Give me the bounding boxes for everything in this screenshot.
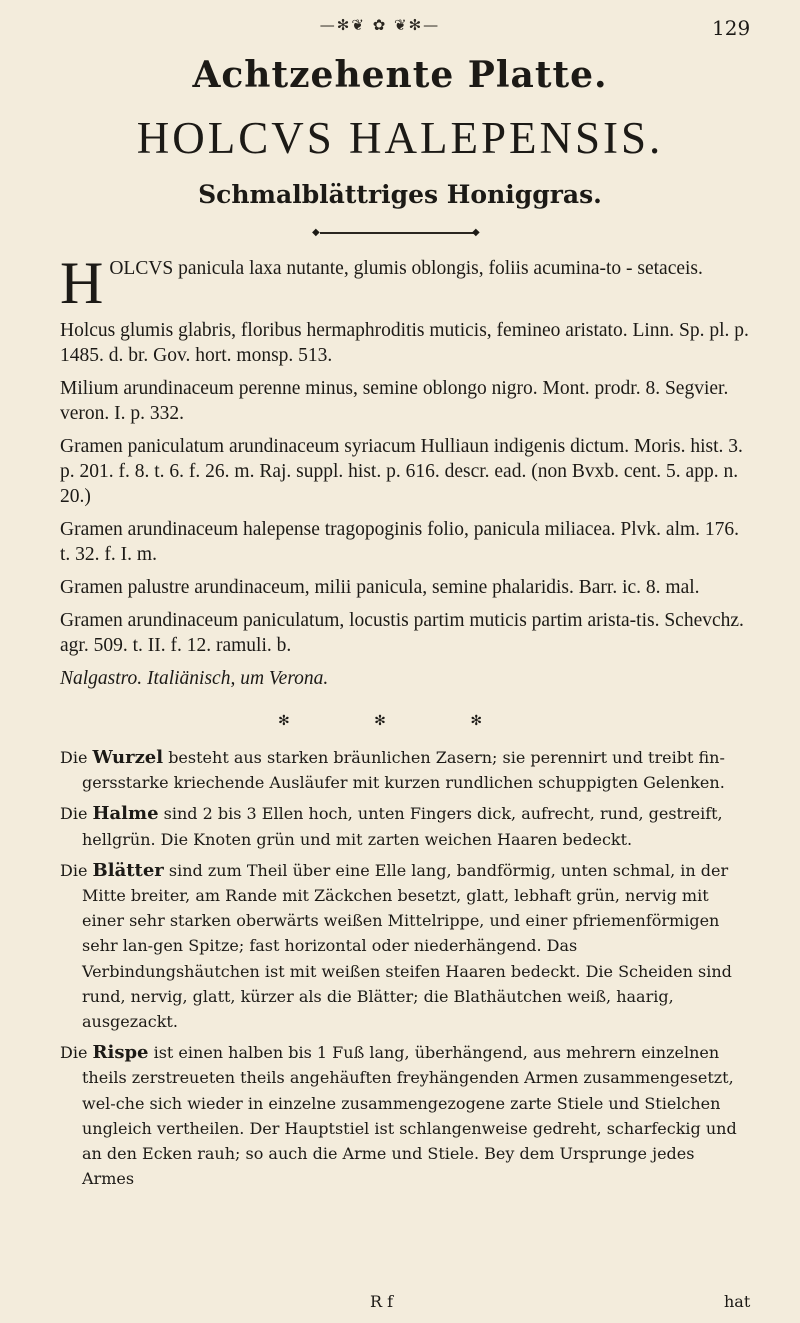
synonym-entry: Milium arundinaceum perenne minus, semine oblongo nigro. Mont. prodr. 8. Segvier. veron. I. p. 332. [60,378,729,424]
divider-right-arrow-icon: ◆ [472,227,480,238]
paragraph-text: sind 2 bis 3 Ellen hoch, unten Fingers dick, aufrecht, rund, gestreift, hellgrün. Die Knoten grün und mit zarten weichen Haaren bedeckt. [82,804,723,849]
paragraph-lead: Die [60,1043,88,1063]
paragraph-text: besteht aus starken bräunlichen Zasern; sie perennirt und treibt fin-gersstarke kriechende Ausläufer mit kurzen rundlichen schuppigten Gelenken. [82,748,725,793]
diagnosis [60,250,750,316]
page-number: 129 [712,16,751,40]
description-paragraph [60,801,750,851]
german-name: Schmalblättriges Honiggras. [198,180,602,209]
species-title: HOLCVS HALEPENSIS. [136,113,664,163]
section-separator: ✻ ✻ ✻ [277,713,523,729]
synonym-entry: Nalgastro. Italiänisch, um Verona. [60,668,329,689]
synonym-entry: Gramen arundinaceum paniculatum, locustis partim muticis partim arista-tis. Schevchz. agr. 509. t. II. f. 12. ramuli. b. [60,610,744,656]
description-paragraph [60,1040,750,1191]
description [60,745,750,1191]
page-footer [0,1292,800,1318]
plate-title: Achtzehente Platte. [192,54,608,96]
paragraph-text: sind zum Theil über eine Elle lang, bandförmig, unten schmal, in der Mitte breiter, am Rande mit Zäckchen besetzt, glatt, lebhaft grün, nervig mit einer sehr starken oberwärts weißen Mittelrippe, und einer pfriemenförmigen sehr lan-gen Spitze; fast horizontal oder niederhängend. Das Verbindungshäutchen ist mit weißen steifen Haaren bedeckt. Die Scheiden sind rund, nervig, glatt, kürzer als die Blätter; die Blathäutchen weiß, haarig, ausgezackt. [82,860,732,1032]
divider-left-arrow-icon: ◆ [312,227,320,238]
title-divider [312,228,482,238]
signature-mark: R f [370,1292,394,1311]
paragraph-lead: Die [60,748,88,767]
paragraph-term: Wurzel [92,747,164,768]
drop-cap: H [60,250,104,316]
synonymy [60,318,750,691]
description-paragraph [60,745,750,795]
paragraph-lead: Die [60,860,88,880]
description-paragraph [60,858,750,1034]
synonym-entry: Gramen arundinaceum halepense tragopoginis folio, panicula miliacea. Plvk. alm. 176. t. 32. f. I. m. [60,519,740,565]
divider-line [320,232,474,234]
paragraph-term: Halme [92,803,159,825]
synonym-entry: Gramen paniculatum arundinaceum syriacum Hulliaun indigenis dictum. Moris. hist. 3. p. 201. f. 8. t. 6. f. 26. m. Raj. suppl. hist. p. 616. descr. ead. (non Bvxb. cent. 5. app. n. 20.) [60,436,743,507]
paragraph-term: Blätter [92,859,164,881]
paragraph-lead: Die [60,804,88,824]
synonym-entry: Holcus glumis glabris, floribus hermaphroditis muticis, femineo aristato. Linn. Sp. pl. p. 1485. d. br. Gov. hort. monsp. 513. [60,320,749,366]
synonym-entry: Gramen palustre arundinaceum, milii panicula, semine phalaridis. Barr. ic. 8. mal. [60,577,700,598]
paragraph-text: ist einen halben bis 1 Fuß lang, überhängend, aus mehrern einzelnen theils zerstreueten theils angehäuften freyhängenden Armen zusammengesetzt, wel-che sich wieder in einzelne zusammengezogene zarte Stiele und Stielchen ungleich vertheilen. Der Hauptstiel ist schlangenweise gedreht, scharfeckig und an den Ecken rauh; so auch die Arme und Stiele. Bey dem Ursprunge jedes Armes [82,1043,737,1189]
page-header [0,16,800,46]
catchword: hat [724,1292,751,1311]
diagnosis-text: OLCVS panicula laxa nutante, glumis oblongis, foliis acumina-to - setaceis. [109,258,703,279]
header-ornament: —✻❦ ✿ ❦✻— [319,16,441,34]
paragraph-term: Rispe [92,1042,149,1064]
